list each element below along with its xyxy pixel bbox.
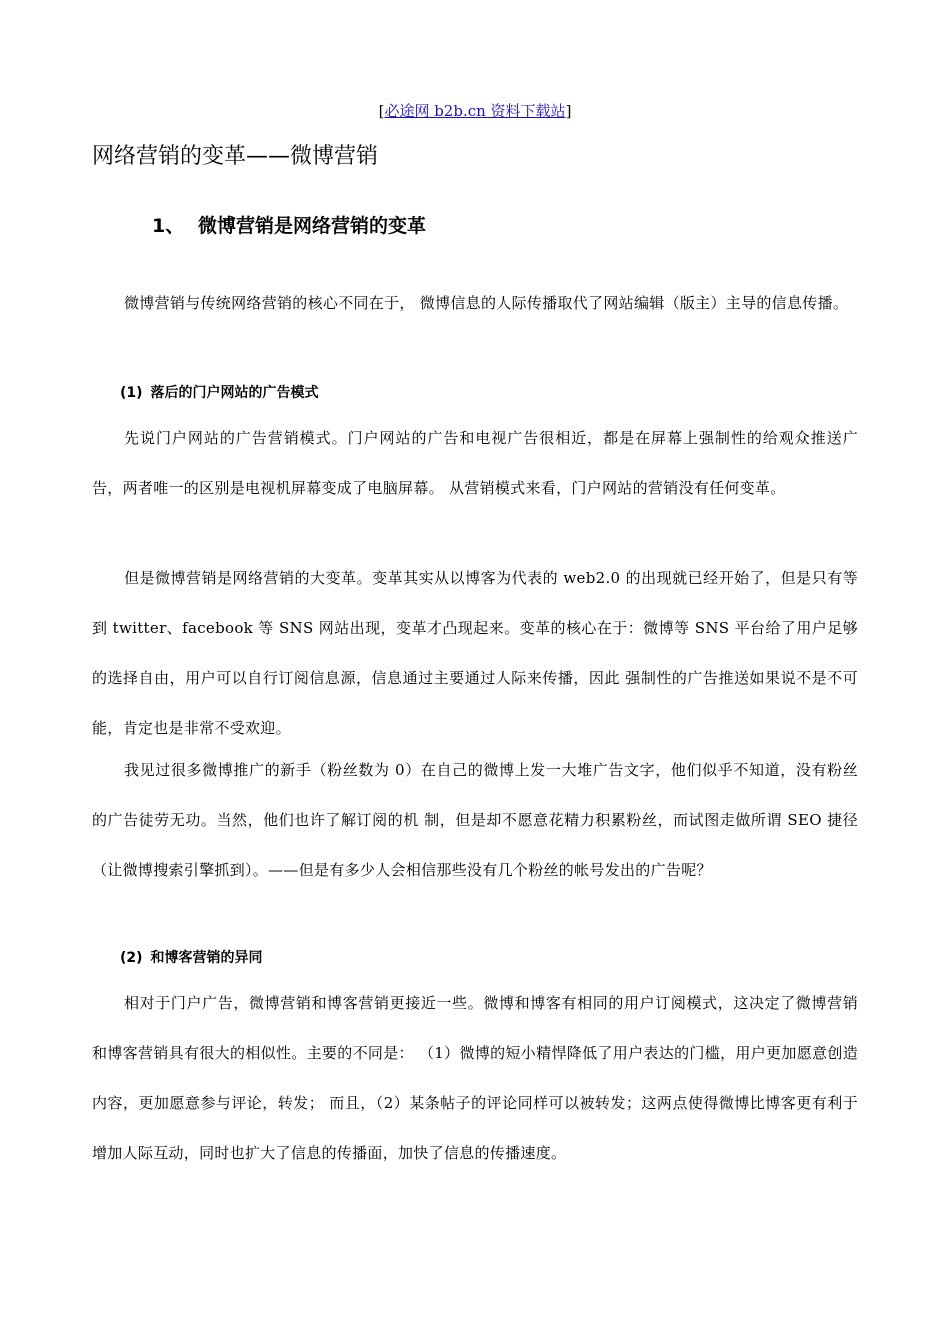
subsection-2-number: (2) [120,950,143,966]
subsection-1-number: (1) [120,385,143,401]
section-number: 1、 [152,215,185,237]
subsection-heading-2 [120,947,263,969]
paragraph-4: 我见过很多微博推广的新手（粉丝数为 0）在自己的微博上发一大堆广告文字，他们似乎不知道，没有粉丝的广告徒劳无功。当然，他们也许了解订阅的机 制，但是却不愿意花精力积累粉丝，而试图走做所谓 SEO 捷径（让微博搜索引擎抓到）。——但是有多少人会相信那些没有几个粉丝的帐号发出的广告呢？ [92,761,858,879]
bracket-open: [ [378,102,385,120]
document-title: 网络营销的变革——微博营销 [92,144,379,169]
bracket-close: ] [565,102,572,120]
subsection-1-title: 落后的门户网站的广告模式 [150,385,319,401]
subsection-2-title: 和博客营销的异同 [150,950,263,966]
paragraph-3: 但是微博营销是网络营销的大变革。变革其实从以博客为代表的 web2.0 的出现就已经开始了，但是只有等到 twitter、facebook 等 SNS 网站出现，变革才凸现起来。变革的核心在于：微博等 SNS 平台给了用户足够的选择自由，用户可以自行订阅信息源，信息通过主要通过人际来传播，因此 强制性的广告推送如果说不是不可能，肯定也是非常不受欢迎。 [92,569,858,737]
subsection-heading-1 [120,382,319,404]
source-link[interactable]: 必途网 b2b.cn 资料下载站 [384,102,566,120]
paragraph-2: 先说门户网站的广告营销模式。门户网站的广告和电视广告很相近，都是在屏幕上强制性的给观众推送广告，两者唯一的区别是电视机屏幕变成了电脑屏幕。 从营销模式来看，门户网站的营销没有任何变革。 [92,429,858,497]
paragraph-1: 微博营销与传统网络营销的核心不同在于， 微博信息的人际传播取代了网站编辑（版主）主导的信息传播。 [124,294,849,312]
paragraph-5: 相对于门户广告，微博营销和博客营销更接近一些。微博和博客有相同的用户订阅模式，这决定了微博营销和博客营销具有很大的相似性。主要的不同是： （1）微博的短小精悍降低了用户表达的门槛，用户更加愿意创造内容，更加愿意参与评论，转发； 而且，（2）某条帖子的评论同样可以被转发；这两点使得微博比博客更有利于增加人际互动，同时也扩大了信息的传播面，加快了信息的传播速度。 [92,994,858,1162]
source-header [0,100,950,122]
section-title: 微博营销是网络营销的变革 [198,215,427,237]
section-heading [152,212,426,240]
